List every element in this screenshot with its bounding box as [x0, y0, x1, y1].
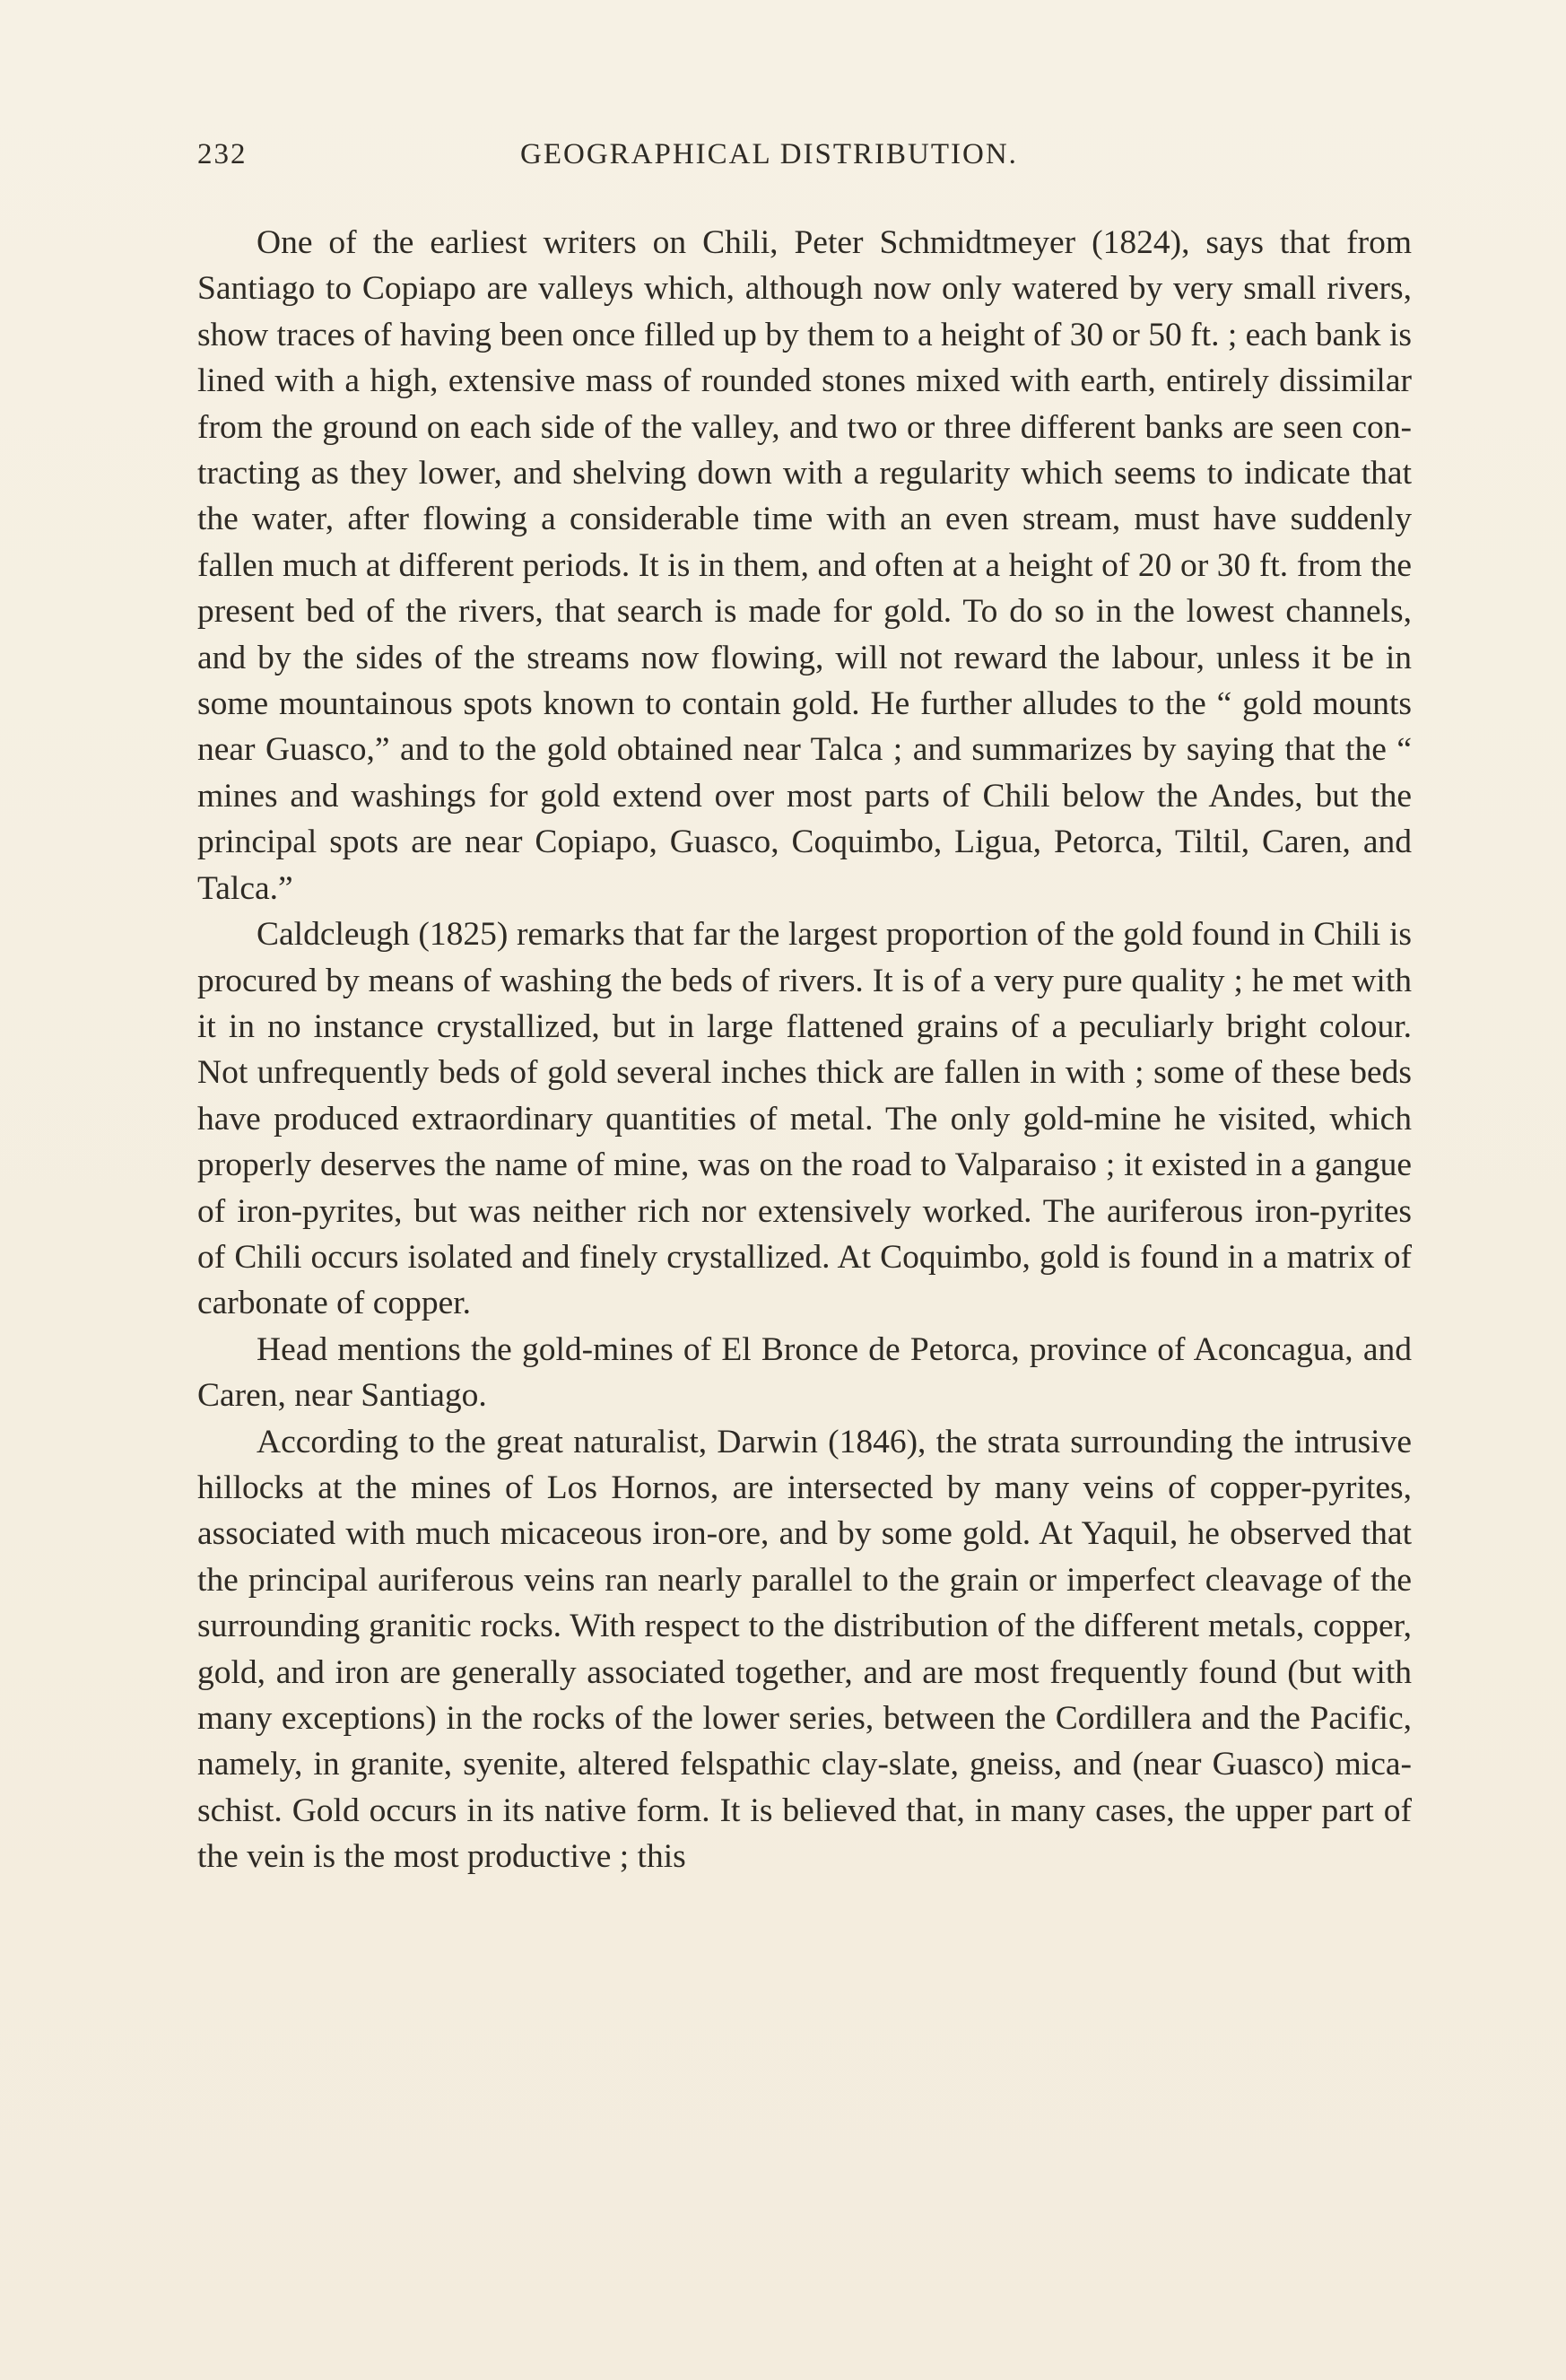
paragraph-head: Head mentions the gold-mines of El Bronce de Petorca, province of Aconcagua, and Caren, near Santiago. — [197, 1330, 1412, 1415]
paragraph-schmidtmeyer: One of the earliest writers on Chili, Peter Schmidtmeyer (1824), says that from Santiago to Copiapo are valleys which, although now only watered by very small rivers, show traces of having been once filled up by them to a height of 30 or 50 ft. ; each bank is lined with a high, extensive mass of rounded stones mixed with earth, entirely dissimilar from the ground on each side of the valley, and two or three different banks are seen contracting as they lower, and shelving down with a regularity which seems to indicate that the water, after flowing a considerable time with an even stream, must have suddenly fallen much at different periods. It is in them, and often at a height of 20 or 30 ft. from the present bed of the rivers, that search is made for gold. To do so in the lowest channels, and by the sides of the streams now flowing, will not reward the labour, unless it be in some mountainous spots known to contain gold. He further alludes to the “ gold mounts near Guasco,” and to the gold obtained near Talca ; and summarizes by saying that the “ mines and washings for gold extend over most parts of Chili below the Andes, but the principal spots are near Copiapo, Guasco, Coquimbo, Ligua, Petorca, Tiltil, Caren, and Talca.” — [197, 224, 1412, 907]
paragraph-caldcleugh: Caldcleugh (1825) remarks that far the largest proportion of the gold found in Chili is procured by means of washing the beds of rivers. It is of a very pure quality ; he met with it in no instance crystallized, but in large flattened grains of a peculiarly bright colour. Not unfrequently beds of gold several inches thick are fallen in with ; some of these beds have produced extraordinary quantities of metal. The only gold-mine he visited, which properly deserves the name of mine, was on the road to Valparaiso ; it existed in a gangue of iron-pyrites, but was neither rich nor extensively worked. The auriferous iron-pyrites of Chili occurs isolated and finely crystallized. At Coquimbo, gold is found in a matrix of carbonate of copper. — [197, 916, 1412, 1322]
running-head — [197, 135, 1417, 174]
page-number: 232 — [197, 138, 248, 170]
paragraph-darwin: According to the great naturalist, Darwin (1846), the strata surrounding the intrusive hillocks at the mines of Los Hornos, are intersected by many veins of copper-pyrites, associated with much micaceous iron-ore, and by some gold. At Yaquil, he observed that the principal auriferous veins ran nearly parallel to the grain or imperfect cleavage of the surrounding granitic rocks. With respect to the distribution of the different metals, copper, gold, and iron are generally associated together, and are most frequently found (but with many exceptions) in the rocks of the lower series, between the Cordillera and the Pacific, namely, in granite, syenite, altered felspathic clay-slate, gneiss, and (near Guasco) mica-schist. Gold occurs in its native form. It is believed that, in many cases, the upper part of the vein is the most productive ; this — [197, 1423, 1412, 1876]
running-title: GEOGRAPHICAL DISTRIBUTION. — [520, 138, 1018, 170]
body-text — [197, 220, 1412, 1880]
